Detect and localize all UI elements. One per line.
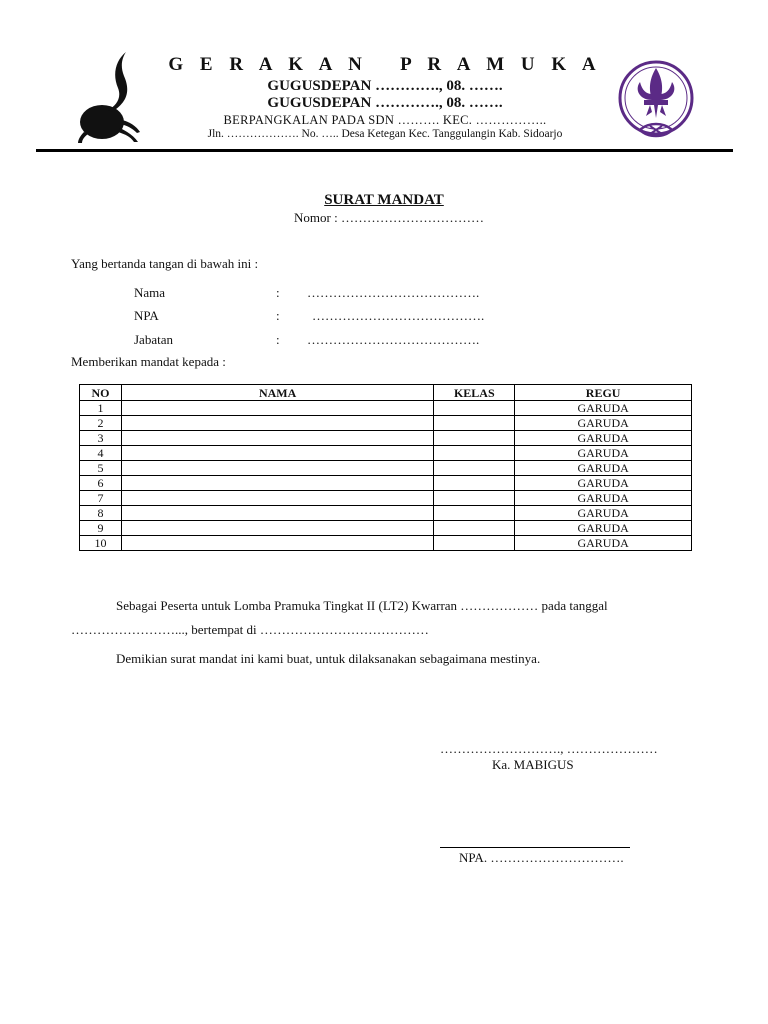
cell-no: 8 — [80, 506, 122, 521]
cell-regu: GARUDA — [515, 491, 692, 506]
cell-kelas — [434, 446, 515, 461]
cell-kelas — [434, 416, 515, 431]
signature-line — [440, 847, 630, 848]
cell-no: 2 — [80, 416, 122, 431]
cell-no: 4 — [80, 446, 122, 461]
cell-no: 9 — [80, 521, 122, 536]
participants-table — [79, 384, 692, 551]
cell-no: 3 — [80, 431, 122, 446]
header-no: NO — [80, 385, 122, 401]
cell-regu: GARUDA — [515, 401, 692, 416]
cell-no: 5 — [80, 461, 122, 476]
cell-nama — [121, 416, 433, 431]
cell-nama — [121, 491, 433, 506]
table-row — [80, 476, 692, 491]
gugusdepan-line-1: GUGUSDEPAN …………., 08. ……. — [267, 78, 503, 94]
table-row — [80, 536, 692, 551]
gugusdepan-line-2: GUGUSDEPAN …………., 08. ……. — [267, 95, 503, 111]
cell-regu: GARUDA — [515, 431, 692, 446]
field-value-jabatan: …………………………………. — [307, 332, 480, 347]
field-colon: : — [276, 332, 280, 347]
cell-nama — [121, 401, 433, 416]
organization-title: G E R A K A N P R A M U K A — [168, 54, 602, 75]
cell-kelas — [434, 461, 515, 476]
table-row — [80, 446, 692, 461]
table-row — [80, 416, 692, 431]
cell-nama — [121, 521, 433, 536]
field-value-nama: …………………………………. — [307, 285, 480, 300]
signature-npa: NPA. …………………………. — [459, 850, 624, 865]
header-kelas: KELAS — [434, 385, 515, 401]
paragraph-2: Demikian surat mandat ini kami buat, untuk dilaksanakan sebagaimana mestinya. — [116, 651, 541, 666]
header-nama: NAMA — [121, 385, 433, 401]
field-colon: : — [276, 285, 280, 300]
cell-nama — [121, 431, 433, 446]
letter-title: SURAT MANDAT — [324, 192, 444, 208]
field-label-jabatan: Jabatan — [134, 332, 173, 347]
intro-text: Yang bertanda tangan di bawah ini : — [71, 256, 259, 271]
mandate-text: Memberikan mandat kepada : — [71, 354, 226, 369]
field-value-npa: …………………………………. — [312, 308, 485, 323]
cell-nama — [121, 446, 433, 461]
table-row — [80, 506, 692, 521]
field-colon: : — [276, 308, 280, 323]
cell-regu: GARUDA — [515, 476, 692, 491]
field-label-nama: Nama — [134, 285, 166, 300]
table-header-row — [80, 385, 692, 401]
cell-regu: GARUDA — [515, 461, 692, 476]
base-school-line: BERPANGKALAN PADA SDN ………. KEC. …………….. — [223, 113, 547, 127]
cell-kelas — [434, 521, 515, 536]
signature-place-date: ………………………., ………………… — [440, 741, 658, 756]
table-row — [80, 491, 692, 506]
cell-nama — [121, 461, 433, 476]
cell-regu: GARUDA — [515, 536, 692, 551]
scout-fleur-de-lis-icon — [616, 60, 700, 146]
address-line: Jln. ………………. No. ….. Desa Ketegan Kec. Tanggulangin Kab. Sidoarjo — [207, 128, 563, 140]
cell-regu: GARUDA — [515, 446, 692, 461]
paragraph-1-line-1: Sebagai Peserta untuk Lomba Pramuka Tingkat II (LT2) Kwarran ……………… pada tanggal — [116, 598, 608, 613]
cell-regu: GARUDA — [515, 521, 692, 536]
signature-role: Ka. MABIGUS — [492, 757, 574, 772]
cell-kelas — [434, 401, 515, 416]
table-row — [80, 461, 692, 476]
cell-nama — [121, 476, 433, 491]
table-row — [80, 431, 692, 446]
cell-no: 1 — [80, 401, 122, 416]
cell-kelas — [434, 536, 515, 551]
tunas-kelapa-icon — [72, 48, 152, 144]
cell-nama — [121, 536, 433, 551]
cell-nama — [121, 506, 433, 521]
header-regu: REGU — [515, 385, 692, 401]
cell-no: 10 — [80, 536, 122, 551]
table-row — [80, 401, 692, 416]
letter-number: Nomor : …………………………… — [294, 210, 484, 225]
cell-kelas — [434, 476, 515, 491]
cell-kelas — [434, 491, 515, 506]
cell-no: 7 — [80, 491, 122, 506]
field-label-npa: NPA — [134, 308, 159, 323]
cell-kelas — [434, 506, 515, 521]
table-row — [80, 521, 692, 536]
header-divider — [36, 149, 733, 152]
paragraph-1-line-2: ……………………..., bertempat di ………………………………… — [71, 622, 429, 637]
cell-regu: GARUDA — [515, 416, 692, 431]
cell-no: 6 — [80, 476, 122, 491]
cell-regu: GARUDA — [515, 506, 692, 521]
cell-kelas — [434, 431, 515, 446]
